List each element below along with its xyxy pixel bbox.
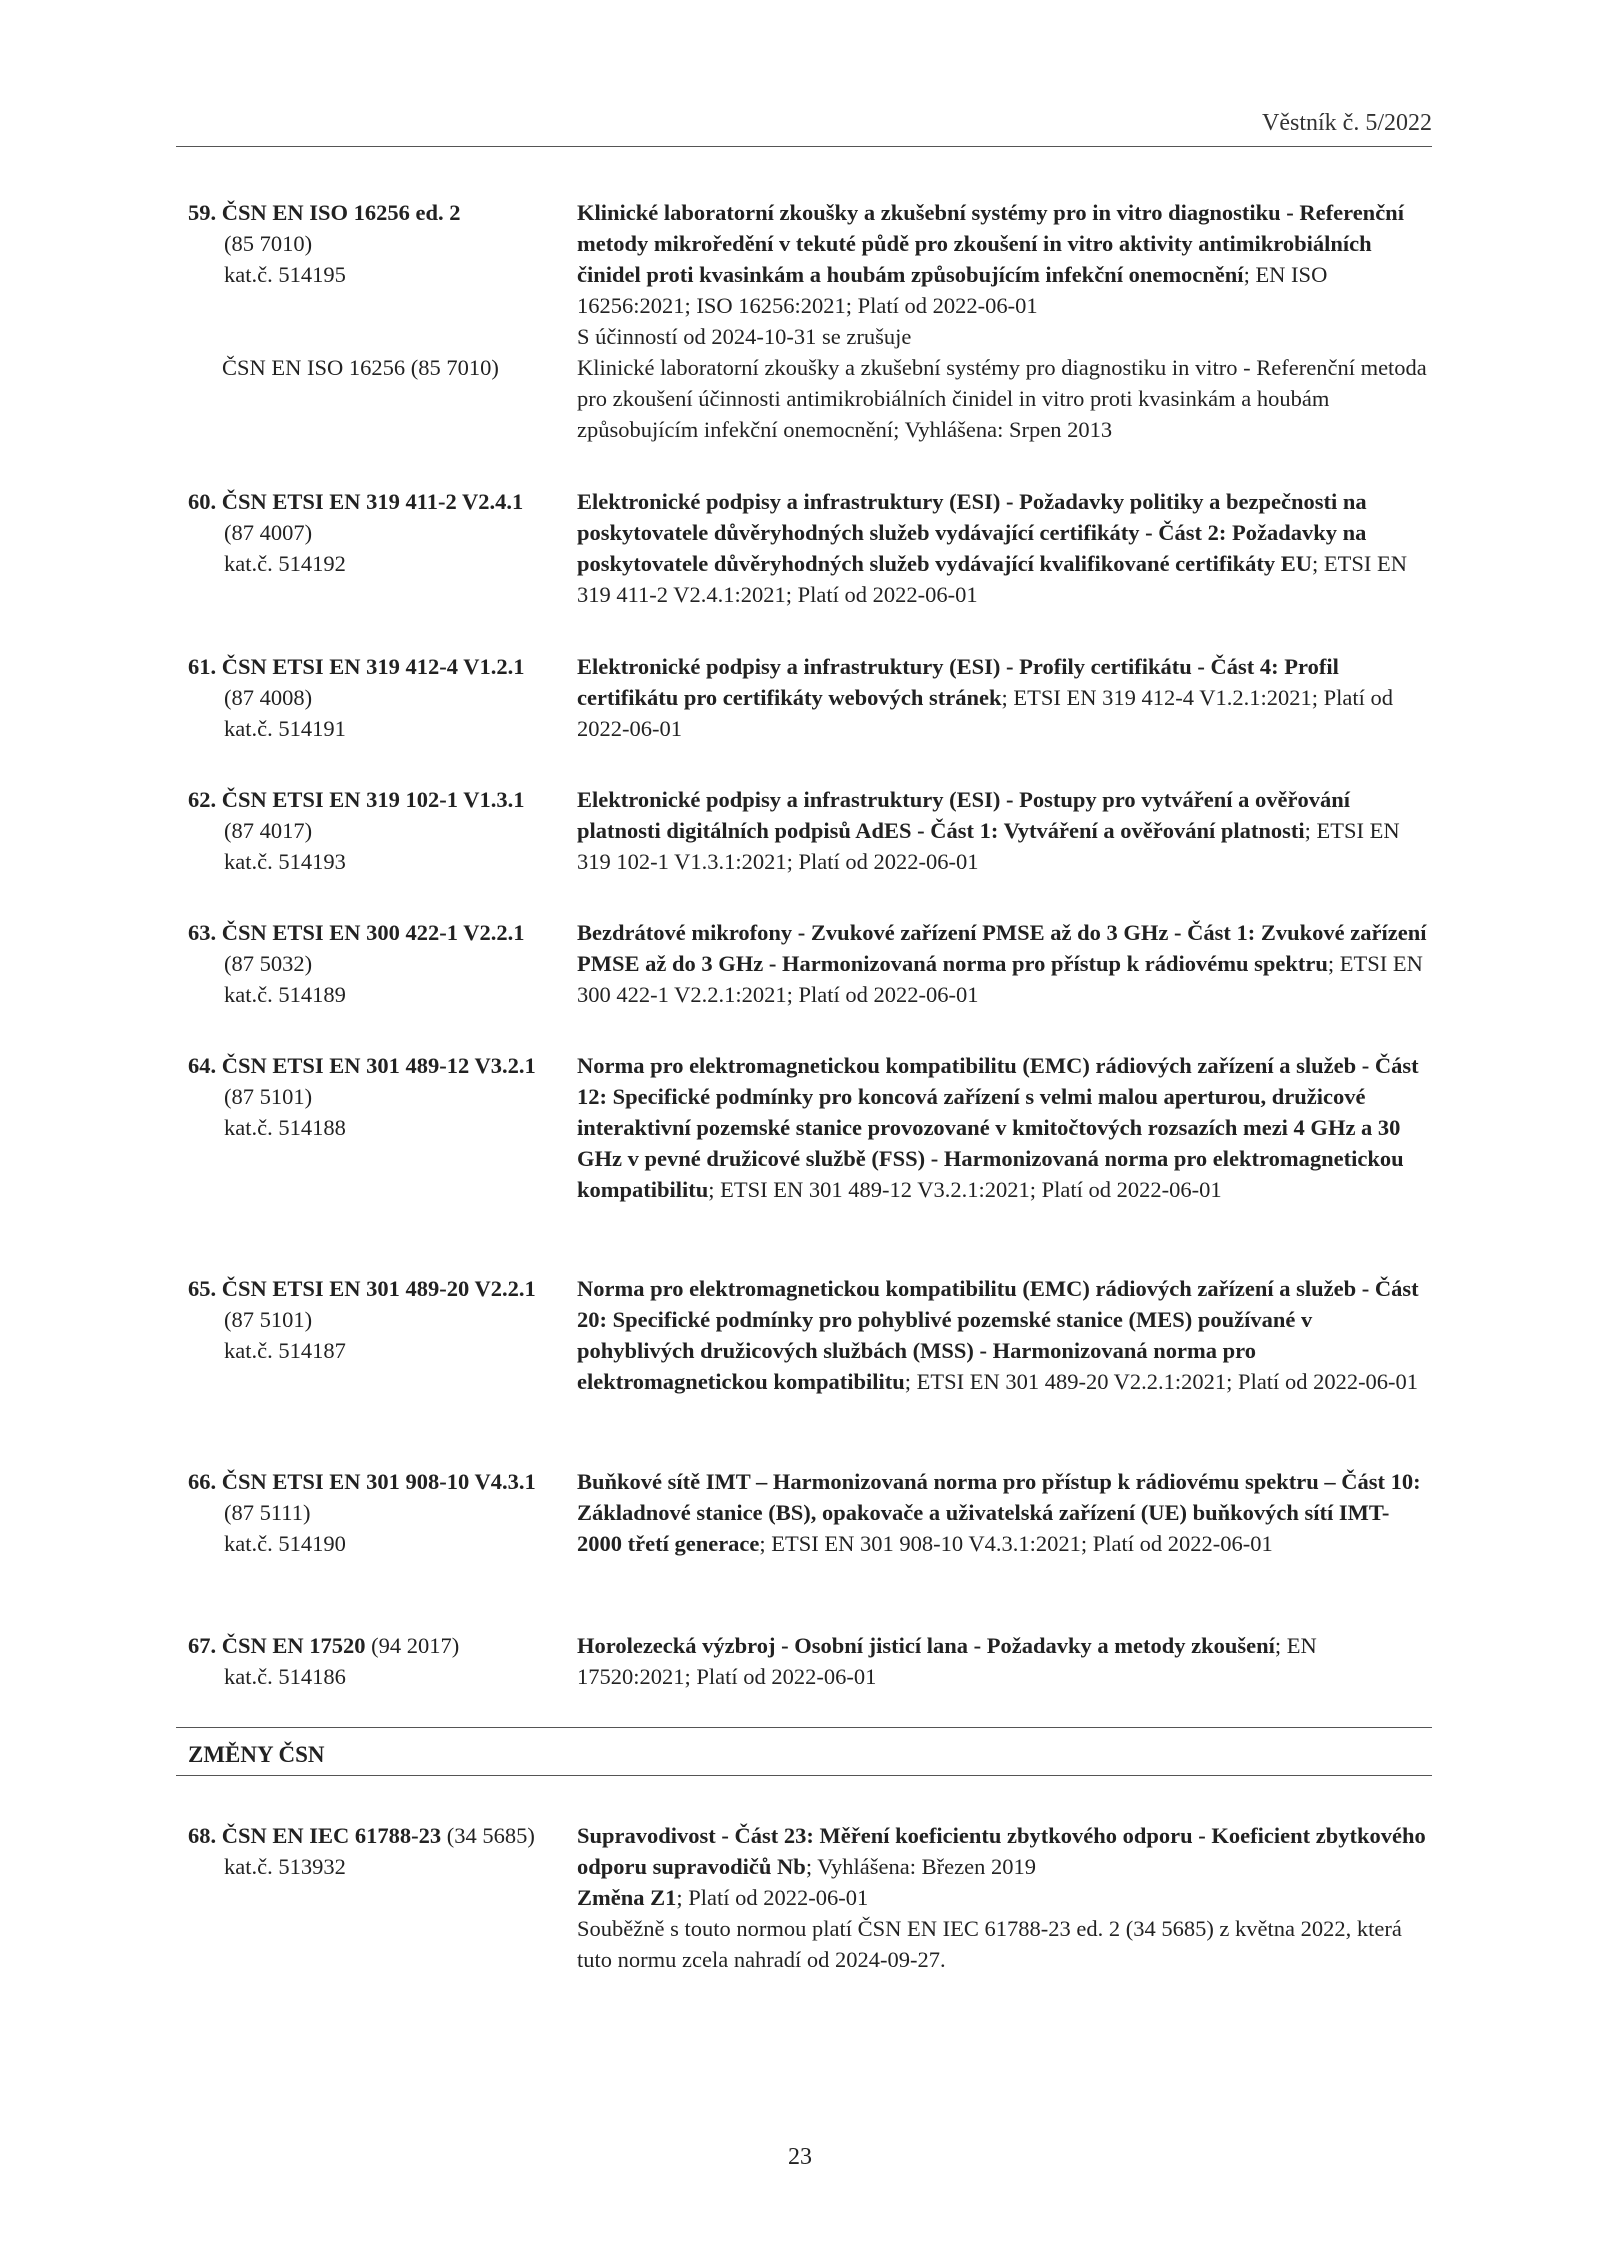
class-code: (87 4007) [224,520,313,545]
class-code: (34 5685) [446,1823,535,1848]
section-divider-bottom [176,1775,1432,1776]
standard-reference: ; ETSI EN 319 102-1 V1.3.1:2021; Platí od 2022-06-01 [577,818,1400,874]
catalog-number: kat.č. 514186 [224,1664,346,1689]
class-code: (85 7010) [224,231,313,256]
entry-number: 67. [188,1633,217,1658]
standard-title: Norma pro elektromagnetickou kompatibilitu (EMC) rádiových zařízení a služeb - Část 12: Specifické podmínky pro koncová zařízení s velmi malou aperturou, družicové interaktivní pozemské stanice provozované v kmitočtových rozsazích mezi 4 GHz a 30 GHz v pevné družicové službě (FSS) - Harmonizovaná norma pro elektromagnetickou kompatibilitu [577,1053,1419,1202]
standard-code: ČSN ETSI EN 319 102-1 V1.3.1 [221,787,525,812]
standard-reference: ; ETSI EN 319 412-4 V1.2.1:2021; Platí od 2022-06-01 [577,685,1393,741]
standard-code: ČSN ETSI EN 319 412-4 V1.2.1 [221,654,525,679]
entry-identifiers [188,917,568,1010]
standard-title: Horolezecká výzbroj - Osobní jisticí lana - Požadavky a metody zkoušení [577,1633,1275,1658]
standard-reference: ; ETSI EN 319 411-2 V2.4.1:2021; Platí od 2022-06-01 [577,551,1408,607]
catalog-number: kat.č. 514187 [224,1338,346,1363]
standard-title: Norma pro elektromagnetickou kompatibilitu (EMC) rádiových zařízení a služeb - Část 20: Specifické podmínky pro pohyblivé pozemské stanice (MES) používané v pohyblivých družicových službách (MSS) - Harmonizovaná norma pro elektromagnetickou kompatibilitu [577,1276,1419,1394]
entry-number: 68. [188,1823,217,1848]
entry-number: 59. [188,200,217,225]
standard-code: ČSN ETSI EN 301 489-20 V2.2.1 [221,1276,536,1301]
page-number: 23 [788,2144,812,2170]
header-divider [176,146,1432,147]
standard-reference: ; ETSI EN 301 908-10 V4.3.1:2021; Platí od 2022-06-01 [759,1531,1273,1556]
entry-identifiers [188,784,568,877]
entry-description [577,486,1427,610]
entry-description [577,1050,1427,1205]
catalog-number: kat.č. 514195 [224,262,346,287]
standard-title: Klinické laboratorní zkoušky a zkušební systémy pro in vitro diagnostiku - Referenční metody mikroředění v tekuté půdě pro zkoušení in vitro aktivity antimikrobiálních činidel proti kvasinkám a houbám způsobujícím infekční onemocnění [577,200,1404,287]
standard-code: ČSN EN 17520 [221,1633,366,1658]
class-code: (87 5101) [224,1307,313,1332]
standard-code: ČSN EN IEC 61788-23 [221,1823,442,1848]
standard-note: S účinností od 2024-10-31 se zrušuje [577,324,912,349]
standard-title: Elektronické podpisy a infrastruktury (ESI) - Požadavky politiky a bezpečnosti na poskytovatele důvěryhodných služeb vydávající certifikáty - Část 2: Požadavky na poskytovatele důvěryhodných služeb vydávající kvalifikované certifikáty EU [577,489,1367,576]
entry-number: 64. [188,1053,217,1078]
entry-number: 61. [188,654,217,679]
replaced-standard-description: Klinické laboratorní zkoušky a zkušební systémy pro diagnostiku in vitro - Referenční metoda pro zkoušení účinnosti antimikrobiálních činidel in vitro proti kvasinkám a houbám způsobujícím infekční onemocnění; Vyhlášena: Srpen 2013 [577,355,1427,442]
class-code: (87 5101) [224,1084,313,1109]
class-code: (94 2017) [371,1633,460,1658]
catalog-number: kat.č. 514190 [224,1531,346,1556]
standard-code: ČSN EN ISO 16256 ed. 2 [221,200,461,225]
standard-title: Elektronické podpisy a infrastruktury (ESI) - Postupy pro vytváření a ověřování platnosti digitálních podpisů AdES - Část 1: Vytváření a ověřování platnosti [577,787,1350,843]
catalog-number: kat.č. 514188 [224,1115,346,1140]
entry-description [577,1273,1427,1397]
entry-identifiers [188,486,568,579]
class-code: (87 4008) [224,685,313,710]
section-divider-top [176,1727,1432,1728]
standard-note: Souběžně s touto normou platí ČSN EN IEC 61788-23 ed. 2 (34 5685) z května 2022, která tuto normu zcela nahradí od 2024-09-27. [577,1916,1402,1972]
entry-identifiers [188,197,568,290]
entry-identifiers [188,1273,568,1366]
standard-code: ČSN ETSI EN 301 908-10 V4.3.1 [221,1469,536,1494]
standard-title: Bezdrátové mikrofony - Zvukové zařízení PMSE až do 3 GHz - Část 1: Zvukové zařízení PMSE až do 3 GHz - Harmonizovaná norma pro přístup k rádiovému spektru [577,920,1427,976]
standard-reference: ; Vyhlášena: Březen 2019 [805,1854,1036,1879]
entry-number: 62. [188,787,217,812]
entry-description [577,651,1427,744]
section-title: ZMĚNY ČSN [188,1742,325,1767]
catalog-number: kat.č. 513932 [224,1854,346,1879]
entry-identifiers [188,1466,568,1559]
standard-reference: ; ETSI EN 301 489-12 V3.2.1:2021; Platí od 2022-06-01 [708,1177,1222,1202]
standard-title: Supravodivost - Část 23: Měření koeficientu zbytkového odporu - Koeficient zbytkového odporu supravodičů Nb [577,1823,1426,1879]
class-code: (87 5111) [224,1500,311,1525]
entry-identifiers [188,1630,568,1692]
entry-number: 65. [188,1276,217,1301]
entry-description [577,1630,1427,1692]
entry-identifiers [188,1050,568,1143]
standard-code: ČSN ETSI EN 301 489-12 V3.2.1 [221,1053,536,1078]
entry-identifiers [188,1820,568,1882]
replaced-standard-code: ČSN EN ISO 16256 (85 7010) [222,355,499,380]
catalog-number: kat.č. 514189 [224,982,346,1007]
class-code: (87 5032) [224,951,313,976]
page-header: Věstník č. 5/2022 [1262,110,1432,136]
entry-description [577,197,1427,352]
entry-number: 66. [188,1469,217,1494]
entry-description [577,917,1427,1010]
catalog-number: kat.č. 514192 [224,551,346,576]
standard-title: Buňkové sítě IMT – Harmonizovaná norma pro přístup k rádiovému spektru – Část 10: Základnové stanice (BS), opakovače a uživatelská zařízení (UE) buňkových sítí IMT-2000 třetí generace [577,1469,1421,1556]
catalog-number: kat.č. 514193 [224,849,346,874]
entry-description [577,784,1427,877]
amendment-reference: ; Platí od 2022-06-01 [676,1885,869,1910]
standard-reference: ; ETSI EN 300 422-1 V2.2.1:2021; Platí od 2022-06-01 [577,951,1423,1007]
catalog-number: kat.č. 514191 [224,716,346,741]
amendment-title: Změna Z1 [577,1885,677,1910]
entry-description [577,1466,1427,1559]
class-code: (87 4017) [224,818,313,843]
entry-description [577,1820,1427,1975]
standard-reference: ; EN 17520:2021; Platí od 2022-06-01 [577,1633,1317,1689]
standard-code: ČSN ETSI EN 319 411-2 V2.4.1 [221,489,524,514]
entry-number: 60. [188,489,217,514]
standard-code: ČSN ETSI EN 300 422-1 V2.2.1 [221,920,525,945]
standard-reference: ; EN ISO 16256:2021; ISO 16256:2021; Platí od 2022-06-01 [577,262,1328,318]
standard-title: Elektronické podpisy a infrastruktury (ESI) - Profily certifikátu - Část 4: Profil certifikátu pro certifikáty webových stránek [577,654,1339,710]
standard-reference: ; ETSI EN 301 489-20 V2.2.1:2021; Platí od 2022-06-01 [904,1369,1419,1394]
entry-identifiers [188,651,568,744]
entry-number: 63. [188,920,217,945]
